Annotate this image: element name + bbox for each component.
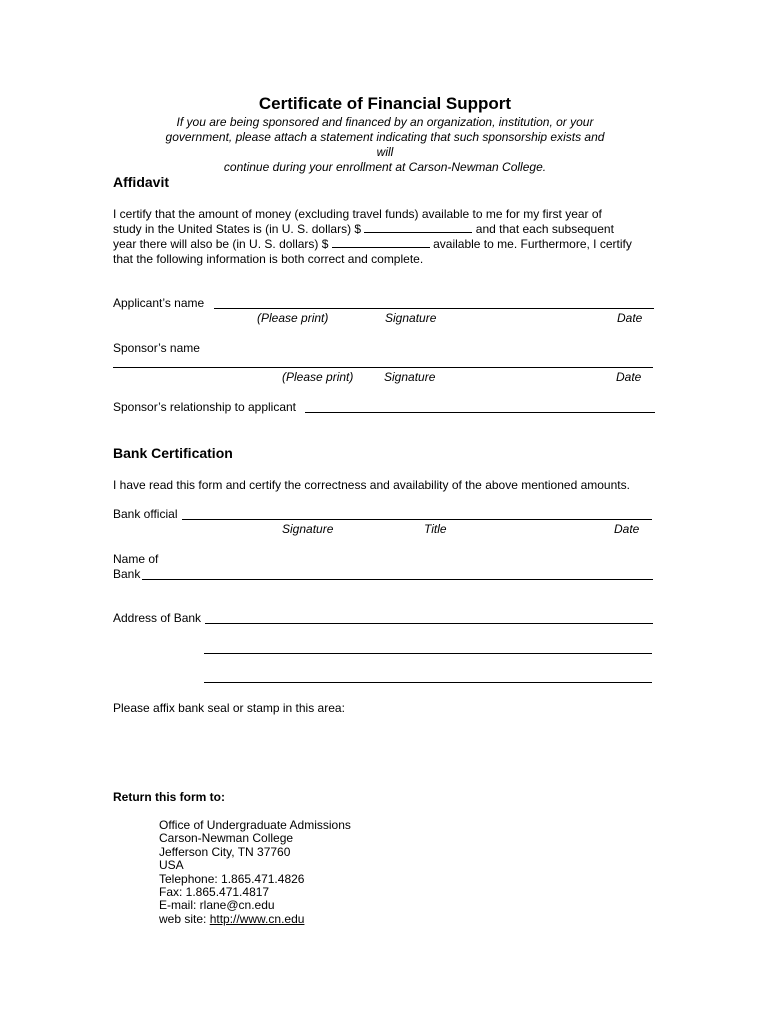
sponsor-name-field[interactable]	[113, 367, 653, 368]
website-label: web site:	[159, 911, 210, 926]
address-line	[159, 913, 351, 926]
affidavit-paragraph	[113, 207, 663, 267]
page-title: Certificate of Financial Support	[258, 94, 512, 113]
paragraph-text: and that each subsequent	[475, 222, 614, 236]
paragraph-text: year there will also be (in U. S. dollars) $	[113, 237, 329, 251]
bank-official-label: Bank official	[113, 507, 178, 521]
relationship-label: Sponsor’s relationship to applicant	[113, 400, 297, 414]
website-link[interactable]: http://www.cn.edu	[209, 911, 305, 926]
intro-line: government, please attach a statement indicating that such sponsorship exists and will	[165, 130, 605, 159]
applicant-name-field[interactable]	[214, 308, 654, 309]
bank-address-field[interactable]	[204, 653, 652, 654]
applicant-name-label: Applicant’s name	[113, 296, 205, 310]
bank-address-field[interactable]	[204, 682, 652, 683]
intro-line: If you are being sponsored and financed by an organization, institution, or your	[176, 115, 594, 129]
sponsor-name-label: Sponsor’s name	[113, 341, 200, 355]
sponsor-signature-caption: Signature	[384, 370, 436, 384]
address-line: Telephone: 1.865.471.4826	[159, 871, 305, 886]
bank-name-label: Name of	[113, 552, 159, 566]
bank-statement: I have read this form and certify the correctness and availability of the above mentioned amounts.	[113, 478, 630, 492]
applicant-signature-caption: Signature	[385, 311, 437, 325]
seal-label: Please affix bank seal or stamp in this area:	[113, 701, 345, 715]
bank-address-field[interactable]	[205, 623, 653, 624]
subsequent-year-amount-field[interactable]	[332, 237, 430, 248]
intro-line: continue during your enrollment at Carson-Newman College.	[223, 160, 547, 174]
bank-address-label: Address of Bank	[113, 611, 202, 625]
bank-official-field[interactable]	[182, 519, 652, 520]
sponsor-date-caption: Date	[616, 370, 642, 384]
paragraph-text: study in the United States is (in U. S. dollars) $	[113, 222, 362, 236]
intro-text	[160, 115, 610, 175]
bank-signature-caption: Signature	[282, 522, 334, 536]
sponsor-print-caption: (Please print)	[282, 370, 354, 384]
affidavit-heading: Affidavit	[113, 174, 169, 190]
paragraph-text: available to me. Furthermore, I certify	[433, 237, 632, 251]
bank-name-label: Bank	[113, 567, 141, 581]
relationship-field[interactable]	[305, 412, 655, 413]
address-line: Fax: 1.865.471.4817	[159, 885, 270, 900]
seal-area	[113, 722, 653, 782]
paragraph-line: that the following information is both correct and complete.	[113, 252, 424, 266]
address-line: Carson-Newman College	[159, 831, 294, 846]
address-line: E-mail: rlane@cn.edu	[159, 898, 275, 913]
bank-name-field[interactable]	[142, 579, 653, 580]
return-address	[159, 819, 351, 926]
paragraph-line: I certify that the amount of money (excluding travel funds) available to me for my first year of	[113, 207, 602, 221]
address-line: Office of Undergraduate Admissions	[159, 818, 351, 832]
applicant-print-caption: (Please print)	[257, 311, 329, 325]
address-line: USA	[159, 858, 184, 873]
address-line: Jefferson City, TN 37760	[159, 844, 291, 859]
first-year-amount-field[interactable]	[364, 222, 472, 233]
bank-date-caption: Date	[614, 522, 640, 536]
return-heading: Return this form to:	[113, 790, 225, 804]
paragraph-line	[113, 237, 663, 252]
bank-certification-heading: Bank Certification	[113, 445, 233, 461]
applicant-date-caption: Date	[617, 311, 643, 325]
paragraph-line	[113, 222, 663, 237]
bank-title-caption: Title	[424, 522, 447, 536]
